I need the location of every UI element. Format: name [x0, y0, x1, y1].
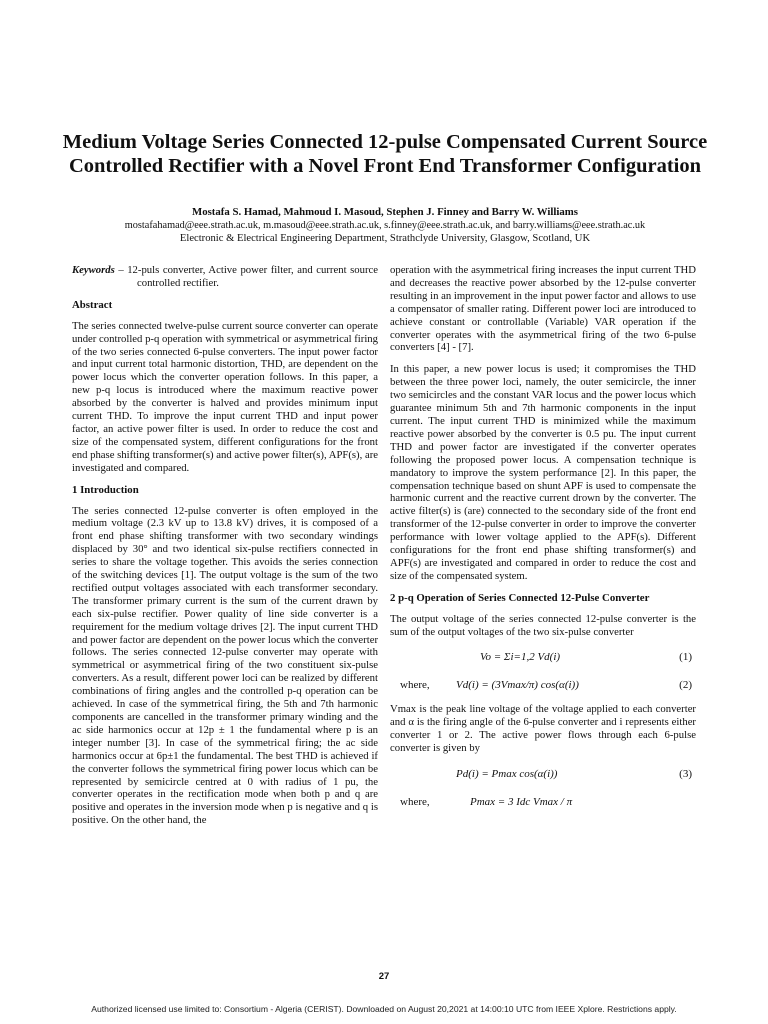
introduction-text: The series connected 12-pulse converter is often employed in the medium voltage (2.3 kV up to 13.8 kV) drives, it is composed of a front end phase shifting transformer with two secondary windings displaced by 30° and two identical six-pulse rectifiers connected in series to share the voltage together. This avoids the series connection of the switching devices [1]. The output voltage is the sum of the two rectified output voltages associated with each transformer secondary. The transformer primary current is the sum of the current drawn by each six-pulse rectifier. Power quality of line side converter is a requirement for the medium voltage drives [2]. The input current THD and power factor are dependent on the power locus which the converter follows. The series connected 12-pulse converter may operate with symmetrical or asymmetrical firing of the two constituent six-pulse converters. As a result, different power loci can be realized by different combinations of firing angles and the controlled p-q operation can be achieved. In case of the symmetrical firing, the 5th and 7th harmonic components are cancelled in the transformer primary winding and the ac side harmonics occur at 12p ± 1 the fundamental where p is an integer number [3]. In case of the symmetrical firing; the ac side harmonics occur at 6p±1 the fundamental. The best THD is achieved if the converter follows the symmetrical firing power locus which can be represented by semicircle centred at 0 with radius of 1 pu, the converter operates in the rectification mode when both p and q are positive and operates in the inversion mode when p is negative and q is positive. On the other hand, the	[72, 504, 378, 827]
equation-1-expression: Vo = Σi=1,2 Vd(i)	[480, 651, 561, 664]
author-emails: mostafahamad@eee.strath.ac.uk, m.masoud@eee.strath.ac.uk, s.finney@eee.strath.ac.uk, and barry.williams@eee.strath.ac.uk	[124, 220, 646, 231]
author-affiliation: Electronic & Electrical Engineering Department, Strathclyde University, Glasgow, Scotland, UK	[179, 233, 591, 244]
equation-1-number: (1)	[679, 651, 692, 664]
equation-3-expression: Pd(i) = Pmax cos(α(i))	[456, 768, 558, 781]
page-number: 27	[378, 971, 390, 982]
author-list: Mostafa S. Hamad, Mahmoud I. Masoud, Stephen J. Finney and Barry W. Williams	[192, 206, 578, 218]
download-footer: Authorized licensed use limited to: Consortium - Algeria (CERIST). Downloaded on August 20,2021 at 14:00:10 UTC from IEEE Xplore. Restrictions apply.	[91, 1004, 677, 1014]
equation-2	[390, 675, 696, 697]
equation-1	[390, 647, 696, 669]
paragraph-4: Vmax is the peak line voltage of the voltage applied to each converter and α is the firing angle of the 6-pulse converter and i represents either converter 1 or 2. The active power flows through each 6-pulse converter is given by	[390, 703, 696, 755]
paragraph-1: operation with the asymmetrical firing increases the input current THD and decreases the reactive power absorbed by the 12-pulse converter resulting in an improvement in the input power factor and allows to use a compensator of smaller rating. Different power loci are introduced to achieve constant or controllable (Variable) VAR operation if the converter operates with the asymmetrical firing of the two 6-pulse converters [4] - [7].	[390, 264, 696, 354]
equation-3-number: (3)	[679, 768, 692, 781]
keywords-text: – 12-puls converter, Active power filter, and current source controlled rectifier.	[118, 264, 378, 289]
paper-title: Medium Voltage Series Connected 12-pulse Compensated Current Source Controlled Rectifier with a Novel Front End Transformer Configuration	[62, 131, 708, 177]
where-label-2: where,	[400, 796, 430, 809]
paragraph-2: In this paper, a new power locus is used; it compromises the THD between the three power loci, namely, the outer semicircle, the inner two semicircles and the constant VAR locus and the power locus which guarantee minimum 5th and 7th harmonic components in the input current. The input current THD is minimized while the maximum reactive power absorbed by the converter is 0.5 pu. The input current THD and power factor are investigated if the converter operates following the proposed power locus. A compensation technique is mandatory to improve the system performance [2]. In this paper, the compensation technique based on shunt APF is used to compensate the harmonic current and the reactive current drown by the converter. The active filter(s) is (are) connected to the secondary side of the front end transformer of the 12-pulse converter in order to improve the converter performance with lower voltage applied to the APF(s). Different configurations for the front end phase shifting transformer(s) and APF(s) are investigated and compared in order to reduce the cost and size of the compensated system.	[390, 363, 696, 582]
equation-2-expression: Vd(i) = (3Vmax/π) cos(α(i))	[456, 679, 579, 692]
abstract-heading: Abstract	[72, 298, 113, 311]
left-column	[72, 264, 378, 836]
equation-4-expression: Pmax = 3 Idc Vmax / π	[470, 796, 573, 809]
keywords-label: Keywords	[72, 264, 115, 276]
equation-3	[390, 764, 696, 786]
where-label: where,	[400, 679, 430, 692]
keywords	[72, 264, 378, 290]
introduction-heading: 1 Introduction	[72, 483, 139, 496]
section-2-heading: 2 p-q Operation of Series Connected 12-Pulse Converter	[390, 591, 650, 604]
abstract-text: The series connected twelve-pulse current source converter can operate under controlled p-q operation with symmetrical or asymmetrical firing of the two series connected 6-pulse converters. The input power factor and input current total harmonic distortion, THD, are dependent on the power locus which the converter operation follows. In this paper, a new p-q locus is introduced where the maximum reactive power absorbed by the converter is halved and provides minimum input current THD. To improve the input current THD and input power factor, an active power filter is used. In order to reduce the cost and size of the compensated system, different configurations for the front end phase shifting transformer(s) and active power filter(s), APF(s), are investigated and compared.	[72, 319, 378, 474]
equation-2-number: (2)	[679, 679, 692, 692]
paragraph-3: The output voltage of the series connected 12-pulse converter is the sum of the output voltages of the two six-pulse converter	[390, 612, 696, 638]
equation-4	[390, 792, 696, 814]
right-column	[390, 264, 696, 820]
